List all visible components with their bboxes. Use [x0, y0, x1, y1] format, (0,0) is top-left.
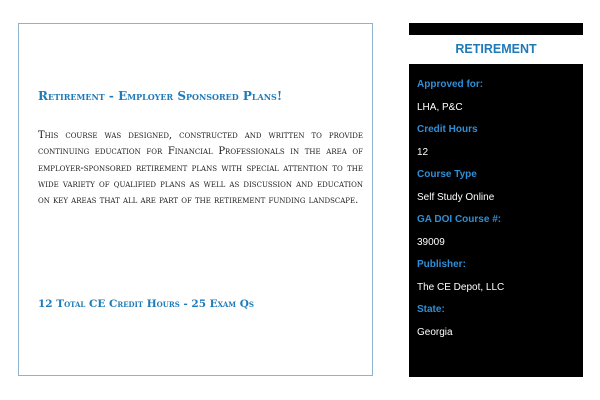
approved-for-label: Approved for:	[417, 79, 484, 90]
sidebar-top-bar	[409, 23, 583, 35]
publisher-value: The CE Depot, LLC	[417, 281, 505, 293]
ga-doi-course-value: 39009	[417, 236, 445, 248]
approved-for-value: LHA, P&C	[417, 101, 463, 113]
state-label: State:	[417, 304, 445, 315]
course-title: Retirement - Employer Sponsored Plans!	[38, 89, 283, 103]
state-value: Georgia	[417, 326, 453, 338]
credit-summary: 12 Total CE Credit Hours - 25 Exam Qs	[38, 298, 254, 310]
credit-hours-label: Credit Hours	[417, 124, 478, 135]
course-description-card	[18, 23, 373, 376]
publisher-label: Publisher:	[417, 259, 466, 270]
course-description: This course was designed, constructed and written to provide continuing education for Financial Professionals in the area of employer-sponsored retirement plans with special attention to the wide variety of qualified plans as well as discussion and education on key areas that all are part of the retirement funding landscape.	[38, 130, 363, 207]
credit-hours-value: 12	[417, 146, 429, 158]
ga-doi-course-label: GA DOI Course #:	[417, 214, 502, 225]
course-type-label: Course Type	[417, 169, 477, 180]
course-info-panel	[409, 64, 583, 377]
course-type-value: Self Study Online	[417, 191, 495, 203]
sidebar-heading: RETIREMENT	[409, 35, 583, 64]
